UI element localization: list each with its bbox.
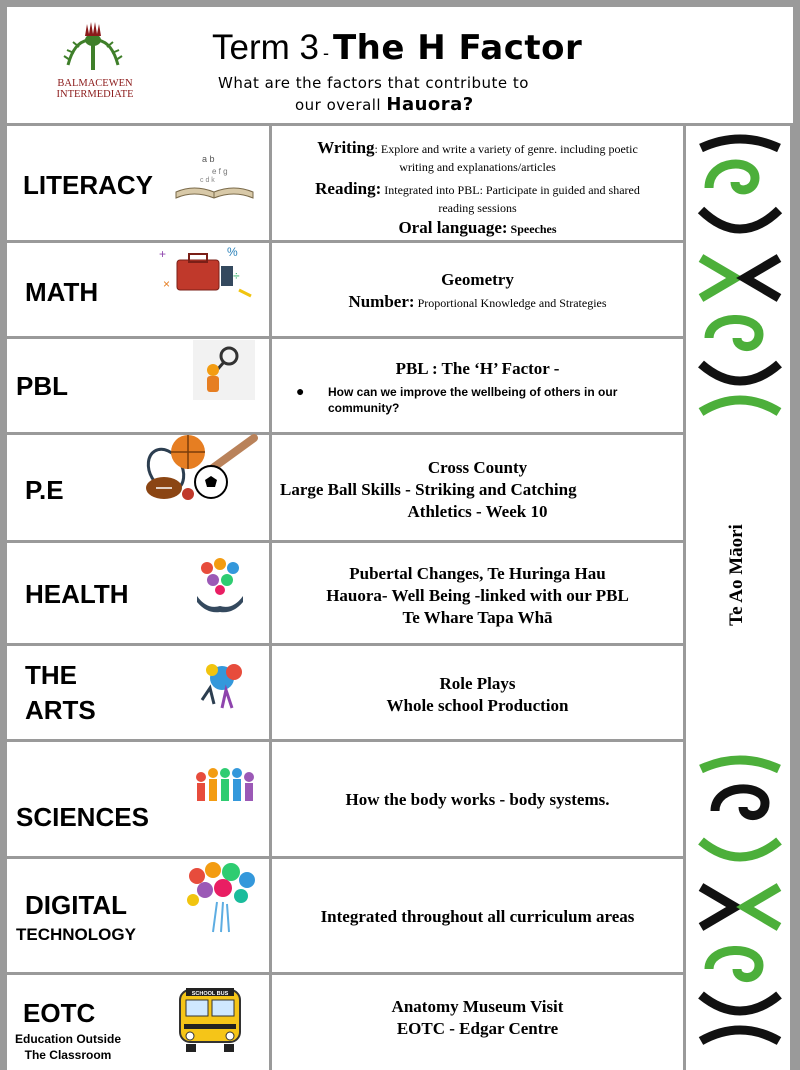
math-content bbox=[280, 269, 675, 314]
arts-line1: Role Plays bbox=[439, 674, 516, 693]
svg-text:a b: a b bbox=[202, 154, 215, 164]
school-name-line1: BALMACEWEN bbox=[57, 78, 133, 89]
magnifier-person-icon bbox=[193, 340, 255, 400]
people-circle-icon bbox=[191, 763, 257, 807]
svg-text:c d k: c d k bbox=[200, 177, 215, 184]
koru-pattern-top-icon bbox=[695, 128, 785, 420]
svg-text:×: × bbox=[163, 277, 171, 291]
number-label: Number: bbox=[348, 292, 415, 311]
school-name bbox=[40, 78, 150, 100]
sciences-line1: How the body works - body systems. bbox=[345, 790, 610, 809]
subject-literacy: LITERACY bbox=[23, 170, 153, 200]
subject-eotc-subtitle bbox=[12, 1031, 124, 1063]
pbl-question: How can we improve the wellbeing of others in our community? bbox=[328, 385, 618, 415]
subtitle-prefix: our overall bbox=[295, 96, 382, 114]
health-line1: Pubertal Changes, Te Huringa Hau bbox=[349, 564, 606, 583]
pe-content bbox=[280, 457, 675, 523]
subject-pe: P.E bbox=[25, 475, 64, 505]
page-title bbox=[212, 28, 582, 68]
arts-content bbox=[280, 673, 675, 717]
math-toolbox-icon bbox=[155, 240, 255, 300]
bullet-icon: ● bbox=[296, 383, 305, 399]
health-content bbox=[280, 563, 675, 629]
oral-text: Speeches bbox=[507, 222, 557, 236]
reading-text-2: reading sessions bbox=[438, 201, 517, 215]
subject-arts-line1: THE bbox=[25, 660, 77, 690]
reading-text: Integrated into PBL: Participate in guided and shared bbox=[381, 183, 640, 197]
eotc-content bbox=[280, 996, 675, 1040]
math-number bbox=[280, 291, 675, 314]
subject-arts-line2: ARTS bbox=[25, 695, 96, 725]
health-hands-icon bbox=[193, 556, 247, 614]
svg-text:÷: ÷ bbox=[233, 269, 240, 283]
pe-line2: Large Ball Skills - Striking and Catching bbox=[280, 480, 577, 499]
subject-eotc: EOTC bbox=[23, 998, 96, 1028]
thistle-icon bbox=[48, 20, 138, 80]
arts-people-icon bbox=[192, 660, 250, 712]
writing-text-2: writing and explanations/articles bbox=[399, 160, 556, 174]
math-geometry: Geometry bbox=[441, 270, 514, 289]
term-label: Term 3 bbox=[212, 28, 319, 67]
school-name-line2: INTERMEDIATE bbox=[56, 89, 134, 100]
digital-tree-icon bbox=[183, 862, 261, 934]
title-h-factor: The H Factor bbox=[332, 28, 583, 68]
writing-label: Writing bbox=[317, 138, 375, 157]
svg-text:+: + bbox=[159, 247, 167, 261]
eotc-subtitle-line1: Education Outside bbox=[14, 1032, 121, 1046]
eotc-line1: Anatomy Museum Visit bbox=[391, 997, 564, 1016]
subtitle-line1: What are the factors that contribute to bbox=[218, 74, 529, 92]
svg-text:%: % bbox=[227, 245, 238, 259]
pbl-title: PBL : The ‘H’ Factor - bbox=[395, 359, 560, 378]
arts-line2: Whole school Production bbox=[386, 696, 569, 715]
digital-line1: Integrated throughout all curriculum areas bbox=[320, 907, 635, 926]
pe-line1: Cross County bbox=[427, 458, 528, 477]
subject-digital-line2: TECHNOLOGY bbox=[16, 925, 136, 944]
pe-line3: Athletics - Week 10 bbox=[407, 502, 548, 521]
literacy-reading bbox=[280, 178, 675, 201]
bus-sign: SCHOOL BUS bbox=[191, 991, 229, 997]
subject-arts bbox=[25, 658, 96, 728]
svg-text:e f g: e f g bbox=[212, 167, 228, 176]
subject-health: HEALTH bbox=[25, 579, 129, 609]
eotc-line2: EOTC - Edgar Centre bbox=[396, 1019, 559, 1038]
sports-balls-icon bbox=[140, 432, 258, 510]
health-line2: Hauora- Well Being -linked with our PBL bbox=[326, 586, 629, 605]
koru-pattern-bottom-icon bbox=[695, 755, 785, 1045]
subject-pbl: PBL bbox=[16, 371, 68, 401]
literacy-oral bbox=[280, 217, 675, 240]
subtitle-line2 bbox=[295, 94, 474, 115]
subject-math: MATH bbox=[25, 277, 99, 307]
eotc-subtitle-line2: The Classroom bbox=[24, 1048, 112, 1062]
literacy-content bbox=[280, 137, 675, 240]
subject-sciences: SCIENCES bbox=[16, 802, 149, 832]
title-dash: - bbox=[322, 43, 329, 63]
number-text: Proportional Knowledge and Strategies bbox=[414, 296, 607, 310]
health-line3: Te Whare Tapa Whā bbox=[402, 608, 553, 627]
school-bus-icon bbox=[176, 984, 244, 1054]
open-book-icon bbox=[172, 148, 257, 204]
te-ao-maori-text: Te Ao Māori bbox=[726, 524, 747, 626]
reading-label: Reading: bbox=[315, 179, 382, 198]
oral-label: Oral language: bbox=[398, 218, 508, 237]
te-ao-maori-label bbox=[722, 510, 752, 640]
subject-digital: DIGITAL bbox=[25, 890, 128, 920]
literacy-writing bbox=[280, 137, 675, 160]
subtitle-emphasis: Hauora? bbox=[386, 94, 474, 115]
writing-text: : Explore and write a variety of genre. including poetic bbox=[374, 142, 638, 156]
